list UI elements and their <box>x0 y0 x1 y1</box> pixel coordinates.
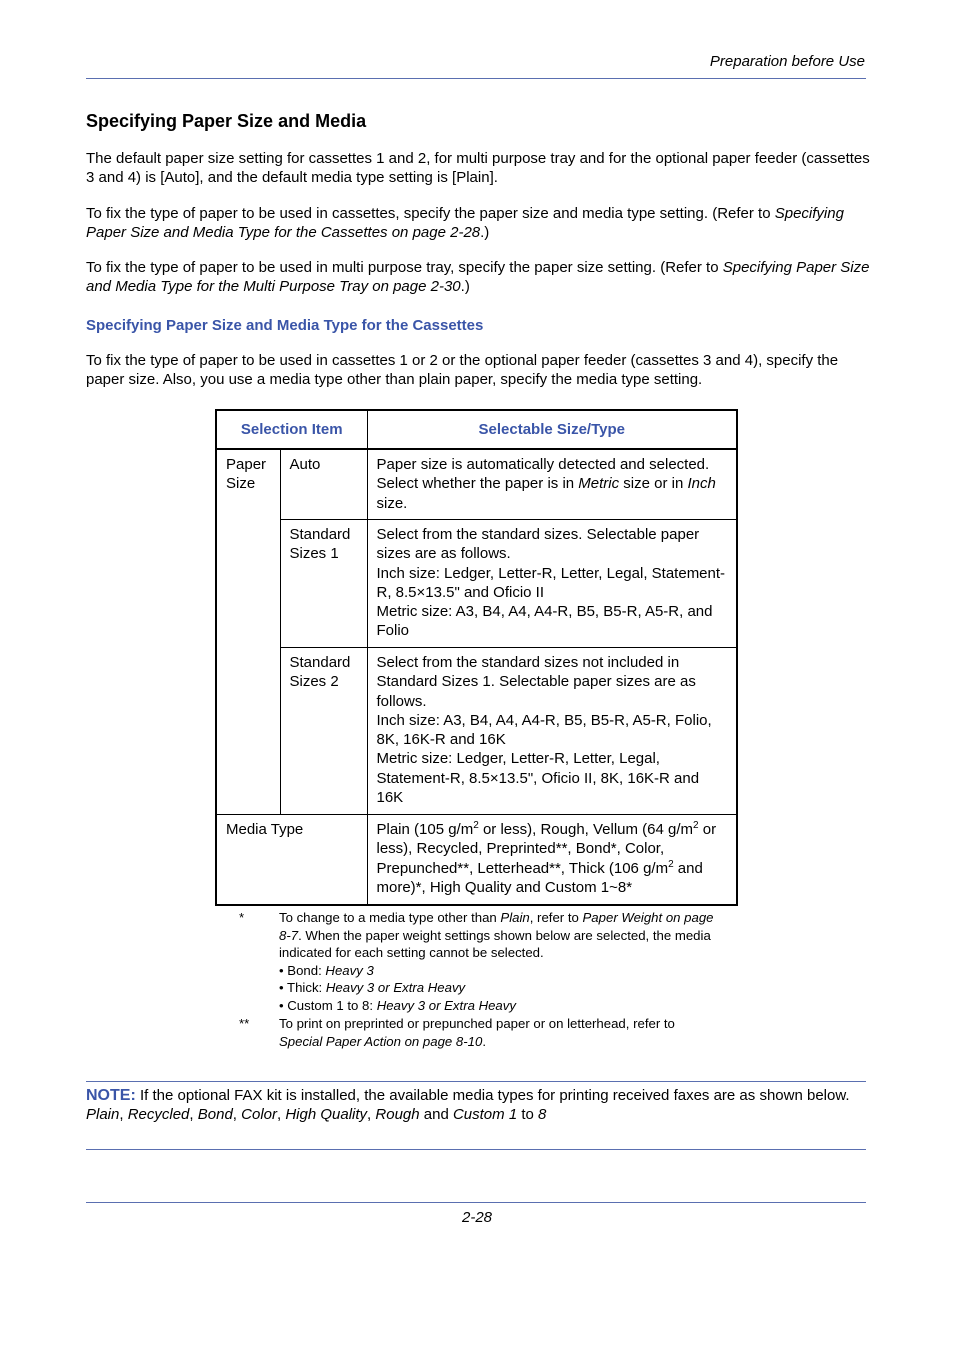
row-label-standard-sizes-1: Standard Sizes 1 <box>280 520 367 648</box>
table-row <box>216 520 737 648</box>
row-value-media-type: Plain (105 $g/m^2$ or less), Rough, Vellum (64 $g/m^2$ or less), Recycled, Preprinted**, Bond*, Color, Prepunched**, Letterhead**, Thick (106 $g/m^2$ and more)*, High Quality and Custom 1~8* <box>367 815 737 906</box>
section-title: Specifying Paper Size and Media <box>86 111 367 131</box>
row-label-auto: Auto <box>280 449 367 520</box>
note-top-rule <box>86 1081 866 1082</box>
table-row <box>216 648 737 815</box>
row-label-media-type: Media Type <box>216 815 367 906</box>
footnote-2: To print on preprinted or prepunched paper or on letterhead, refer to Special Paper Action on page 8-10. <box>279 1016 675 1049</box>
paragraph-defaults: The default paper size setting for cassettes 1 and 2, for multi purpose tray and for the optional paper feeder (cassettes 3 and 4) is [Auto], and the default media type setting is [Plain]. <box>86 150 870 186</box>
header-rule <box>86 78 866 79</box>
paragraph-mp-tray-ref: To fix the type of paper to be used in multi purpose tray, specify the paper size setting. (Refer to Specifying Paper Size and Media Type for the Multi Purpose Tray on page 2-30.) <box>86 259 870 295</box>
note-label: NOTE: <box>86 1087 136 1104</box>
table-header-row <box>216 410 737 449</box>
footnote-mark-1: * <box>239 910 245 925</box>
cross-ref-link[interactable]: Specifying Paper Size and Media Type for the Multi Purpose Tray on page 2-30 <box>86 259 870 295</box>
row-value-auto: Paper size is automatically detected and selected. Select whether the paper is in Metric size or in Inch size. <box>367 449 737 520</box>
note-bottom-rule <box>86 1149 866 1150</box>
subsection-intro: To fix the type of paper to be used in cassettes 1 or 2 or the optional paper feeder (cassettes 3 and 4), specify the paper size. Also, you use a media type other than plain paper, specify the media type setting. <box>86 352 839 388</box>
cross-ref-link[interactable]: Special Paper Action on page 8-10 <box>279 1033 483 1049</box>
footnote-mark-2: ** <box>239 1016 250 1031</box>
subsection-title: Specifying Paper Size and Media Type for the Cassettes <box>86 317 484 334</box>
cross-ref-link[interactable]: Paper Weight on page 8-7 <box>279 910 714 943</box>
settings-table <box>215 409 738 906</box>
footnote-1: To change to a media type other than Plain, refer to Paper Weight on page 8-7. When the paper weight settings shown below are selected, the media indicated for each setting cannot be selected. • Bond: Heavy 3 • Thick: Heavy 3 or Extra Heavy • Custom 1 to 8: Heavy 3 or Extra Heavy <box>279 910 714 1013</box>
header-selectable-size-type: Selectable Size/Type <box>367 410 737 449</box>
row-value-standard-sizes-1: Select from the standard sizes. Selectable paper sizes are as follows. Inch size: Ledger, Letter-R, Letter, Legal, Statement-R, 8.5×13.5" and Oficio II Metric size: A3, B4, A4, A4-R, B5, B5-R, A5-R, and Folio <box>367 520 737 648</box>
page-number: 2-28 <box>461 1209 493 1226</box>
fax-media-list: Plain, Recycled, Bond, Color, High Quality, Rough and Custom 1 to 8 <box>86 1106 547 1123</box>
header-selection-item: Selection Item <box>216 410 367 449</box>
running-header: Preparation before Use <box>709 53 865 70</box>
note-box: NOTE: If the optional FAX kit is installed, the available media types for printing received faxes are as shown below. Plain, Recycled, Bond, Color, High Quality, Rough and Custom 1 to 8 <box>86 1086 866 1124</box>
paragraph-cassette-ref: To fix the type of paper to be used in cassettes, specify the paper size and media type setting. (Refer to Specifying Paper Size and Media Type for the Cassettes on page 2-28.) <box>86 205 844 241</box>
row-value-standard-sizes-2: Select from the standard sizes not included in Standard Sizes 1. Selectable paper sizes are as follows. Inch size: A3, B4, A4, A4-R, B5, B5-R, A5-R, Folio, 8K, 16K-R and 16K Metric size: Ledger, Letter-R, Letter, Legal, Statement-R, 8.5×13.5", Oficio II, 8K, 16K-R and 16K <box>367 648 737 815</box>
cross-ref-link[interactable]: Specifying Paper Size and Media Type for the Cassettes on page 2-28 <box>86 205 844 241</box>
table-row <box>216 449 737 520</box>
footer-rule <box>86 1202 866 1203</box>
paper-size-label: Paper Size <box>216 449 280 815</box>
table-row <box>216 815 737 906</box>
row-label-standard-sizes-2: Standard Sizes 2 <box>280 648 367 815</box>
